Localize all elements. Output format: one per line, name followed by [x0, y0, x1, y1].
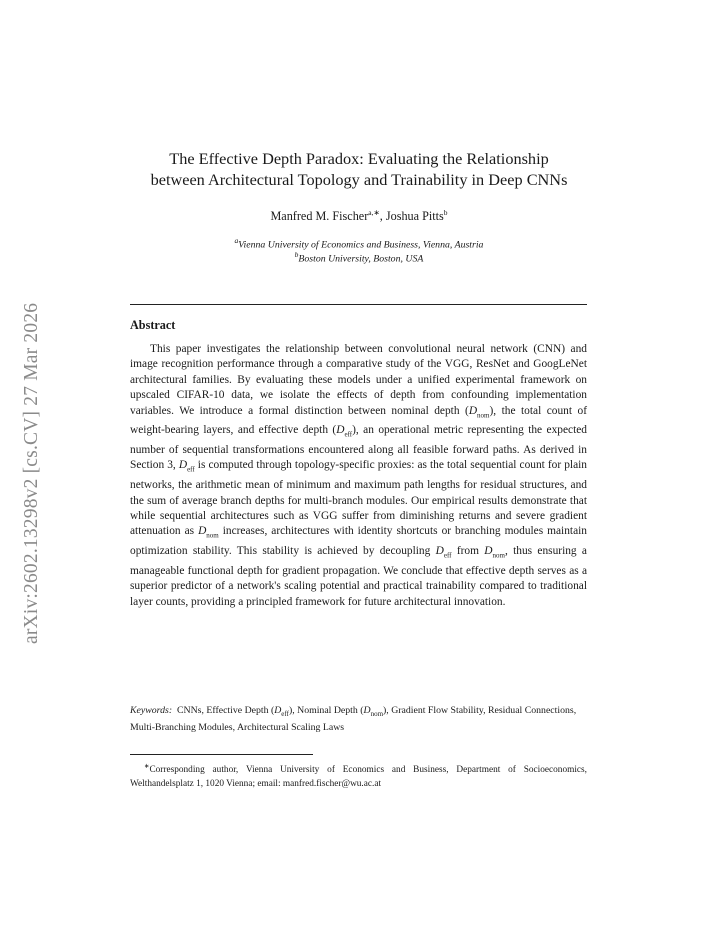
abstract-top-rule — [130, 304, 587, 305]
keywords-label: Keywords: — [130, 705, 173, 716]
affiliation-b-text: Boston University, Boston, USA — [298, 253, 424, 265]
paper-title — [120, 148, 598, 190]
title-line-1: The Effective Depth Paradox: Evaluating the Relationship — [169, 149, 549, 168]
affiliation-b-mark: b — [294, 250, 299, 259]
author-1-mark: a,∗ — [368, 208, 380, 217]
keywords-text: ), Nominal Depth ( — [288, 705, 364, 716]
keywords — [130, 704, 587, 734]
arxiv-sidebar-stamp — [21, 258, 45, 678]
keywords-text: CNNs, Effective Depth ( — [177, 705, 275, 716]
arxiv-id: arXiv:2602.13298v2 [cs.CV] 27 Mar 2026 — [21, 302, 42, 644]
keywords-text: ), Gradient Flow Stability, Residual Connections, Multi-Branching Modules, Architectural Scaling Laws — [130, 705, 577, 733]
footnote — [130, 760, 587, 791]
math-D: D — [435, 545, 444, 557]
abstract-text: ), the total count of weight-bearing layers, and effective depth ( — [130, 404, 587, 437]
footnote-text: Corresponding author, Vienna University of Economics and Business, Department of Socioeconomics, Welthandelsplatz 1, 1020 Vienna; email: manfred.fischer@wu.ac.at — [130, 765, 587, 789]
math-sub-nom: nom — [477, 410, 490, 419]
abstract-text: is computed through topology-specific proxies: as the total sequential count for plain networks, the arithmetic mean of minimum and maximum path lengths for residual structures, and the sum of average branch depths for multi-branch modules. Our empirical results demonstrate that while sequential architectures such as VGG suffer from diminishing returns and severe gradient attenuation as — [130, 459, 588, 538]
math-sub-eff: eff — [187, 465, 195, 474]
math-D: D — [274, 705, 282, 716]
author-2: Joshua Pitts — [385, 209, 444, 224]
abstract-text: from — [451, 545, 485, 557]
abstract-heading: Abstract — [130, 318, 176, 332]
title-line-2: between Architectural Topology and Trainability in Deep CNNs — [150, 170, 568, 189]
math-D: D — [468, 404, 478, 417]
abstract-text: , thus ensuring a manageable functional depth for gradient propagation. We conclude that effective depth serves as a superior predictor of a network's scaling potential and practical trainability compared to traditional layer counts, providing a principled framework for future architectural innovation. — [130, 545, 587, 608]
math-D: D — [484, 545, 493, 557]
abstract-text: This paper investigates the relationship between convolutional neural network (CNN) and image recognition performance through a comparative study of the VGG, ResNet and GoogLeNet architectural families. By evaluating these models under a unified experimental framework on upscaled CIFAR-10 data, we isolate the effects of depth from confounding implementation variables. We introduce a formal distinction between nominal depth ( — [130, 343, 587, 417]
author-1: Manfred M. Fischer — [270, 209, 369, 224]
affiliation-a-text: Vienna University of Economics and Business, Vienna, Austria — [238, 239, 484, 251]
math-sub-eff: eff — [344, 430, 353, 439]
math-D: D — [178, 459, 188, 472]
math-D: D — [363, 705, 371, 716]
math-sub-nom: nom — [492, 551, 505, 560]
affiliation-b — [120, 250, 598, 264]
footnote-mark: ∗ — [144, 763, 150, 770]
abstract-text: ), an operational metric representing the expected number of sequential transformations encountered along all feasible forward paths. As derived in Section 3, — [130, 424, 587, 472]
author-2-mark: b — [443, 208, 448, 217]
footnote-rule — [130, 754, 313, 755]
math-D: D — [336, 424, 345, 437]
abstract-body — [130, 342, 587, 610]
math-D: D — [198, 525, 207, 538]
affiliation-a-mark: a — [234, 236, 239, 245]
math-sub-nom: nom — [206, 531, 219, 540]
math-sub-eff: eff — [281, 709, 289, 718]
affiliation-a — [120, 236, 598, 250]
author-separator: , — [379, 209, 386, 224]
author-list — [120, 208, 598, 224]
math-sub-nom: nom — [370, 709, 384, 718]
math-sub-eff: eff — [443, 551, 452, 560]
abstract-text: increases, architectures with identity shortcuts or branching modules maintain optimization stability. This stability is achieved by decoupling — [130, 525, 587, 557]
